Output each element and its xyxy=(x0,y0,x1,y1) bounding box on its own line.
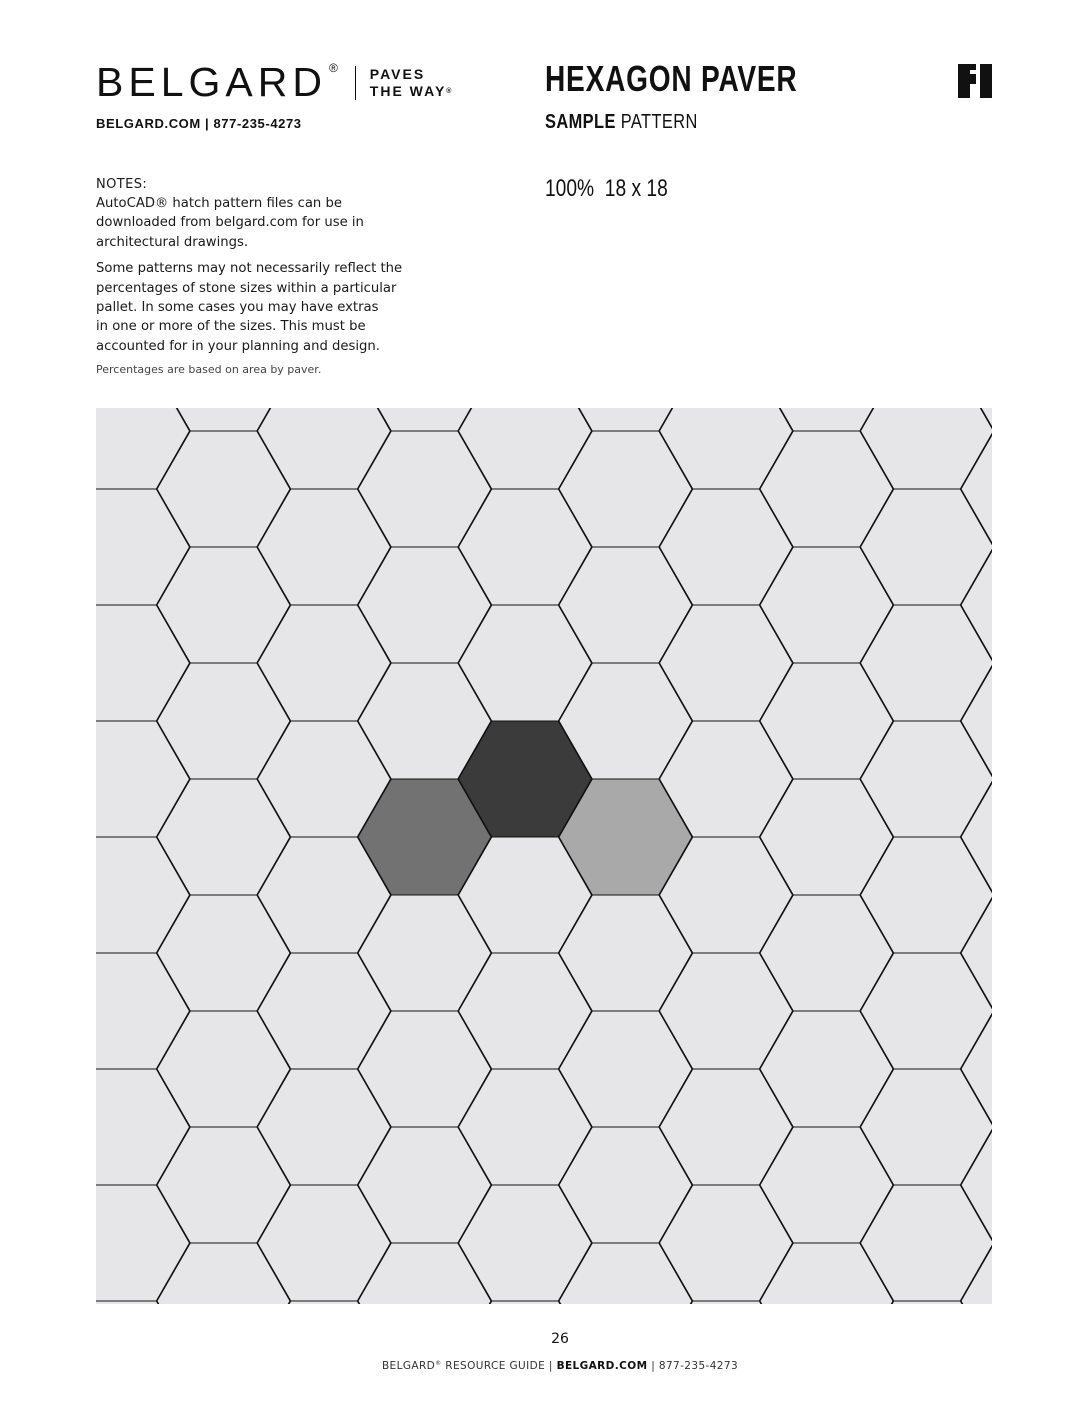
brand-tagline: PAVES THE WAY® xyxy=(369,65,452,99)
footer-site-link[interactable]: BELGARD.COM xyxy=(556,1360,648,1372)
size-mix: 100% 18 x 18 xyxy=(545,175,668,202)
notes-paragraph-patterns: Some patterns may not necessarily reflect the percentages of stone sizes within a particular pallet. In some cases you may have extras in one or more of the sizes. This must be accounted for in your planning and design. xyxy=(96,261,403,354)
brand-divider xyxy=(355,66,356,100)
notes-paragraph-autocad: AutoCAD® hatch pattern files can be downloaded from belgard.com for use in architectural drawings. xyxy=(96,196,364,250)
notes-footnote: Percentages are based on area by paver. xyxy=(96,363,322,377)
notes-section xyxy=(96,175,426,376)
hexagon-pattern-diagram xyxy=(96,408,992,1304)
page-subtitle: SAMPLE PATTERN xyxy=(545,111,698,133)
notes-heading: NOTES: xyxy=(96,177,148,192)
page-number: 26 xyxy=(551,1331,569,1347)
contact-info: BELGARD.COM | 877-235-4273 xyxy=(96,116,302,131)
brand-mark-icon xyxy=(958,64,992,98)
brand-name: BELGARD ® xyxy=(96,59,343,105)
brand-logo xyxy=(96,59,452,105)
footer-line: BELGARD® RESOURCE GUIDE | BELGARD.COM | 877-235-4273 xyxy=(381,1360,739,1372)
page-title: HEXAGON PAVER xyxy=(545,58,798,99)
